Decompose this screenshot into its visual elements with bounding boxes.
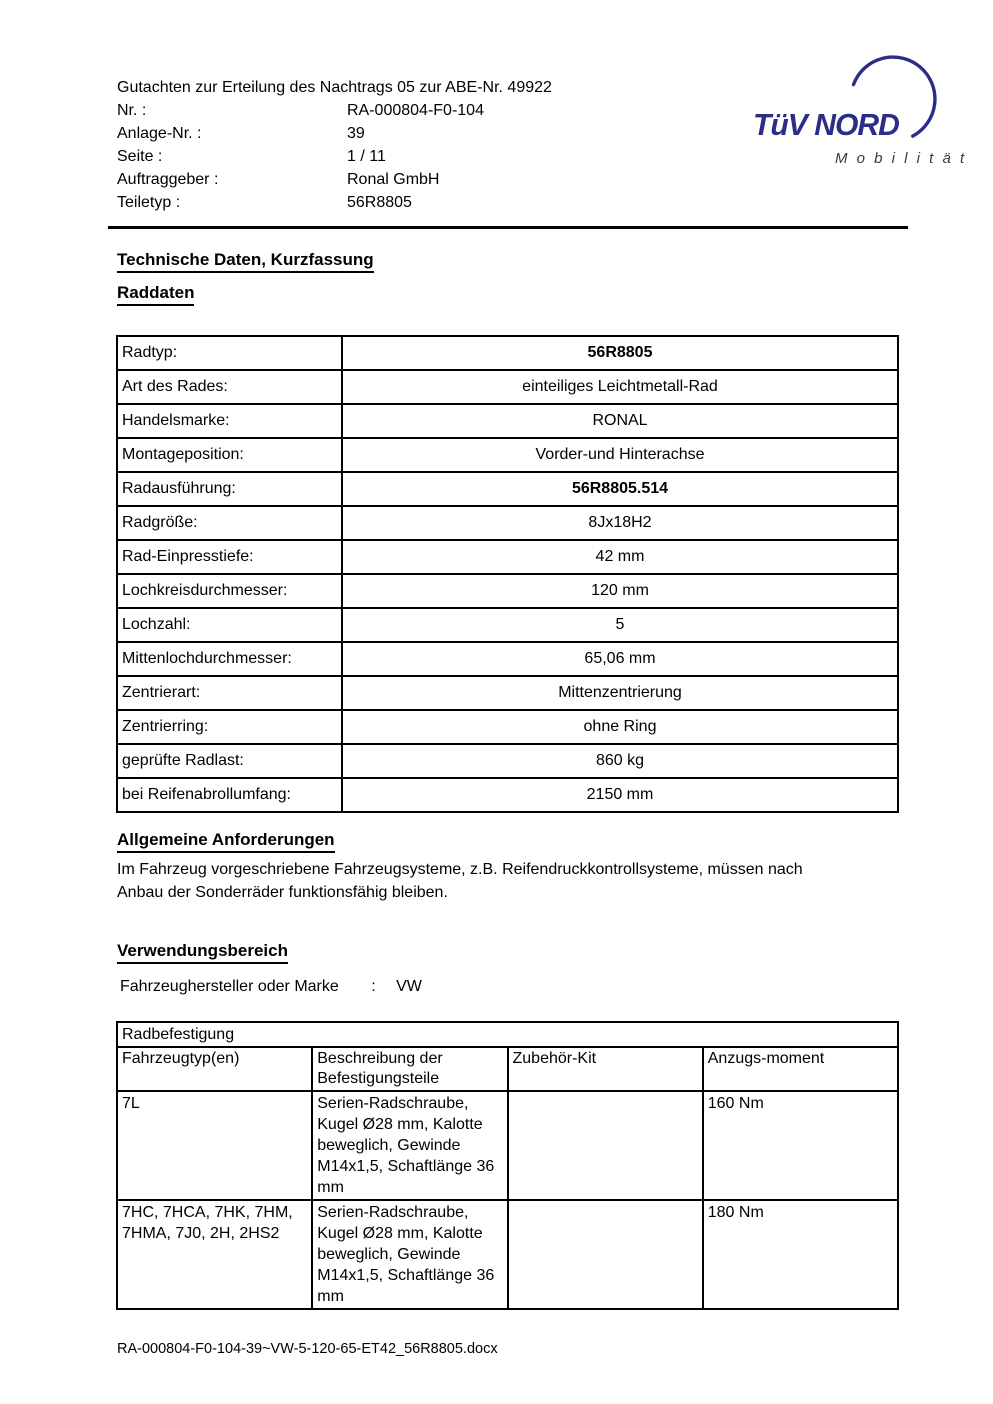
table-row	[117, 336, 898, 370]
section-heading-verwendungsbereich	[117, 941, 288, 964]
field-label: Anlage-Nr. :	[117, 125, 202, 142]
raddaten-label: bei Reifenabrollumfang:	[117, 778, 342, 812]
table-row	[117, 506, 898, 540]
document-header	[117, 76, 552, 214]
raddaten-value: 860 kg	[342, 744, 898, 778]
logo-tagline: M o b i l i t ä t	[835, 150, 967, 167]
raddaten-value: einteiliges Leichtmetall-Rad	[342, 370, 898, 404]
footer-filename: RA-000804-F0-104-39~VW-5-120-65-ET42_56R8805.docx	[117, 1341, 498, 1357]
section-heading-allgemeine-anforderungen	[117, 830, 335, 853]
raddaten-value: 65,06 mm	[342, 642, 898, 676]
field-label: Seite :	[117, 148, 163, 165]
raddaten-label: Art des Rades:	[117, 370, 342, 404]
table-row	[117, 404, 898, 438]
raddaten-value: 2150 mm	[342, 778, 898, 812]
tuv-nord-logo	[753, 55, 967, 173]
table-header-row	[117, 1047, 898, 1091]
allgemeine-anforderungen-text: Im Fahrzeug vorgeschriebene Fahrzeugsysteme, z.B. Reifendruckkontrollsysteme, müssen nach Anbau der Sonderräder funktionsfähig bleiben.	[117, 861, 803, 901]
fahrzeugtyp-cell: 7L	[117, 1091, 312, 1200]
field-label: Auftraggeber :	[117, 171, 219, 188]
fahrzeugtyp-cell: 7HC, 7HCA, 7HK, 7HM, 7HMA, 7J0, 2H, 2HS2	[117, 1200, 312, 1309]
field-value: RA-000804-F0-104	[347, 102, 484, 119]
heading-text: Verwendungsbereich	[117, 941, 288, 964]
field-value: Ronal GmbH	[347, 171, 440, 188]
field-value: 39	[347, 125, 365, 142]
beschreibung-cell: Serien-Radschraube, Kugel Ø28 mm, Kalotte beweglich, Gewinde M14x1,5, Schaftlänge 36 mm	[312, 1200, 507, 1309]
raddaten-value: Mittenzentrierung	[342, 676, 898, 710]
table-row	[117, 642, 898, 676]
heading-text: Raddaten	[117, 283, 194, 306]
raddaten-label: Radgröße:	[117, 506, 342, 540]
raddaten-label: Mittenlochdurchmesser:	[117, 642, 342, 676]
raddaten-value: 56R8805.514	[342, 472, 898, 506]
header-title-line	[117, 76, 552, 99]
zubehoer-cell	[508, 1091, 703, 1200]
raddaten-label: geprüfte Radlast:	[117, 744, 342, 778]
column-header-anzugsmoment: Anzugs-moment	[703, 1047, 898, 1091]
zubehoer-cell	[508, 1200, 703, 1309]
radbefestigung-table	[116, 1021, 899, 1310]
raddaten-label: Radausführung:	[117, 472, 342, 506]
raddaten-value: 56R8805	[342, 336, 898, 370]
table-row	[117, 574, 898, 608]
table-row	[117, 1091, 898, 1200]
table-row	[117, 676, 898, 710]
table-row	[117, 540, 898, 574]
column-header-beschreibung: Beschreibung der Befestigungsteile	[312, 1047, 507, 1091]
raddaten-value: 8Jx18H2	[342, 506, 898, 540]
raddaten-label: Lochzahl:	[117, 608, 342, 642]
column-header-zubehoer-kit: Zubehör-Kit	[508, 1047, 703, 1091]
raddaten-value: 5	[342, 608, 898, 642]
raddaten-label: Radtyp:	[117, 336, 342, 370]
table-row	[117, 1200, 898, 1309]
raddaten-value: 42 mm	[342, 540, 898, 574]
table-title-row	[117, 1022, 898, 1047]
table-row	[117, 438, 898, 472]
table-row	[117, 472, 898, 506]
table-row	[117, 370, 898, 404]
field-value: 56R8805	[347, 194, 412, 211]
header-field-teiletyp	[117, 191, 552, 214]
fahrzeughersteller-line	[120, 978, 422, 996]
table-row	[117, 710, 898, 744]
raddaten-value: RONAL	[342, 404, 898, 438]
header-field-auftraggeber	[117, 168, 552, 191]
beschreibung-cell: Serien-Radschraube, Kugel Ø28 mm, Kalotte beweglich, Gewinde M14x1,5, Schaftlänge 36 mm	[312, 1091, 507, 1200]
section-heading-technische-daten	[117, 250, 374, 273]
fahrzeughersteller-label: Fahrzeughersteller oder Marke	[120, 978, 339, 995]
fahrzeughersteller-separator: :	[371, 978, 376, 995]
raddaten-table	[116, 335, 899, 813]
heading-text: Allgemeine Anforderungen	[117, 830, 335, 853]
radbefestigung-title: Radbefestigung	[117, 1022, 898, 1047]
table-row	[117, 778, 898, 812]
header-divider	[108, 226, 908, 229]
raddaten-label: Montageposition:	[117, 438, 342, 472]
column-header-fahrzeugtyp: Fahrzeugtyp(en)	[117, 1047, 312, 1091]
heading-text: Technische Daten, Kurzfassung	[117, 250, 374, 273]
header-title: Gutachten zur Erteilung des Nachtrags 05 zur ABE-Nr. 49922	[117, 79, 552, 96]
raddaten-value: ohne Ring	[342, 710, 898, 744]
header-field-anlage	[117, 122, 552, 145]
fahrzeughersteller-value: VW	[396, 978, 422, 995]
field-value: 1 / 11	[347, 148, 386, 165]
raddaten-label: Lochkreisdurchmesser:	[117, 574, 342, 608]
field-label: Nr. :	[117, 102, 147, 119]
header-field-nr	[117, 99, 552, 122]
raddaten-label: Zentrierart:	[117, 676, 342, 710]
anzugsmoment-cell: 180 Nm	[703, 1200, 898, 1309]
raddaten-label: Zentrierring:	[117, 710, 342, 744]
raddaten-label: Rad-Einpresstiefe:	[117, 540, 342, 574]
field-label: Teiletyp :	[117, 194, 181, 211]
logo-wordmark: TüV NORD	[753, 107, 899, 142]
header-field-seite	[117, 145, 552, 168]
raddaten-value: Vorder-und Hinterachse	[342, 438, 898, 472]
anzugsmoment-cell: 160 Nm	[703, 1091, 898, 1200]
table-row	[117, 744, 898, 778]
table-row	[117, 608, 898, 642]
raddaten-value: 120 mm	[342, 574, 898, 608]
raddaten-label: Handelsmarke:	[117, 404, 342, 438]
section-heading-raddaten	[117, 283, 194, 306]
